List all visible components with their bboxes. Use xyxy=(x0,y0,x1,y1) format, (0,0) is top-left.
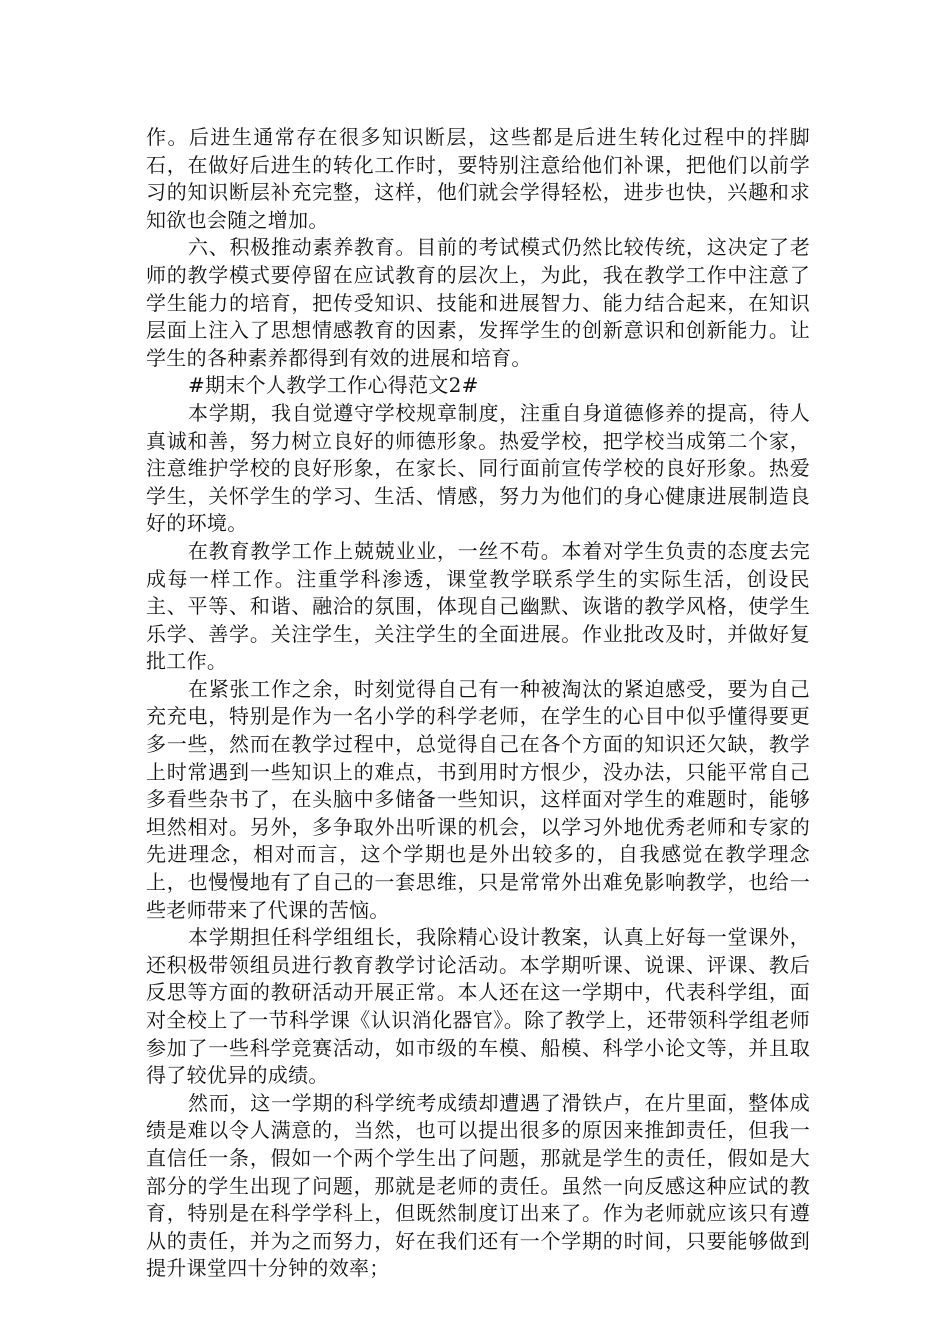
paragraph-2: 六、积极推动素养教育。目前的考试模式仍然比较传统，这决定了老师的教学模式要停留在应试教育的层次上，为此，我在教学工作中注意了学生能力的培育，把传受知识、技能和进展智力、能力结合起来，在知识层面上注入了思想情感教育的因素，发挥学生的创新意识和创新能力。让学生的各种素养都得到有效的进展和培育。 xyxy=(146,235,810,370)
paragraph-3: 本学期，我自觉遵守学校规章制度，注重自身道德修养的提高，待人真诚和善，努力树立良好的师德形象。热爱学校，把学校当成第二个家，注意维护学校的良好形象，在家长、同行面前宣传学校的良好形象。热爱学生，关怀学生的学习、生活、情感，努力为他们的身心健康进展制造良好的环境。 xyxy=(146,400,810,536)
section-heading: #期末个人教学工作心得范文2# xyxy=(188,373,479,398)
paragraph-6: 本学期担任科学组组长，我除精心设计教案，认真上好每一堂课外，还积极带领组员进行教育教学讨论活动。本学期听课、说课、评课、教后反思等方面的教研活动开展正常。本人还在这一学期中，代表科学组，面对全校上了一节科学课《认识消化器官》。除了教学上，还带领科学组老师参加了一些科学竞赛活动，如市级的车模、船模、科学小论文等，并且取得了较优异的成绩。 xyxy=(146,925,810,1088)
document-body xyxy=(146,124,810,1283)
paragraph-7: 然而，这一学期的科学统考成绩却遭遇了滑铁卢，在片里面，整体成绩是难以令人满意的，当然，也可以提出很多的原因来推卸责任，但我一直信任一条，假如一个两个学生出了问题，那就是学生的责任，假如是大部分的学生出现了问题，那就是老师的责任。虽然一向反感这种应试的教育，特别是在科学学科上，但既然制度订出来了。作为老师就应该只有遵从的责任，并为之而努力，好在我们还有一个学期的时间，只要能够做到提升课堂四十分钟的效率； xyxy=(146,1090,810,1281)
paragraph-1: 作。后进生通常存在很多知识断层，这些都是后进生转化过程中的拌脚石，在做好后进生的转化工作时，要特别注意给他们补课，把他们以前学习的知识断层补充完整，这样，他们就会学得轻松，进步也快，兴趣和求知欲也会随之增加。 xyxy=(146,125,810,232)
paragraph-5: 在紧张工作之余，时刻觉得自己有一种被淘汰的紧迫感受，要为自己充充电，特别是作为一名小学的科学老师，在学生的心目中似乎懂得要更多一些，然而在教学过程中，总觉得自己在各个方面的知识还欠缺，教学上时常遇到一些知识上的难点，书到用时方恨少，没办法，只能平常自己多看些杂书了，在头脑中多储备一些知识，这样面对学生的难题时，能够坦然相对。另外，多争取外出听课的机会，以学习外地优秀老师和专家的先进理念，相对而言，这个学期也是外出较多的，自我感觉在教学理念上，也慢慢地有了自己的一套思维，只是常常外出难免影响教学，也给一些老师带来了代课的苦恼。 xyxy=(146,676,810,922)
paragraph-4: 在教育教学工作上兢兢业业，一丝不苟。本着对学生负责的态度去完成每一样工作。注重学科渗透，课堂教学联系学生的实际生活，创设民主、平等、和谐、融洽的氛围，体现自己幽默、诙谐的教学风格，使学生乐学、善学。关注学生，关注学生的全面进展。作业批改及时，并做好复批工作。 xyxy=(146,538,810,674)
